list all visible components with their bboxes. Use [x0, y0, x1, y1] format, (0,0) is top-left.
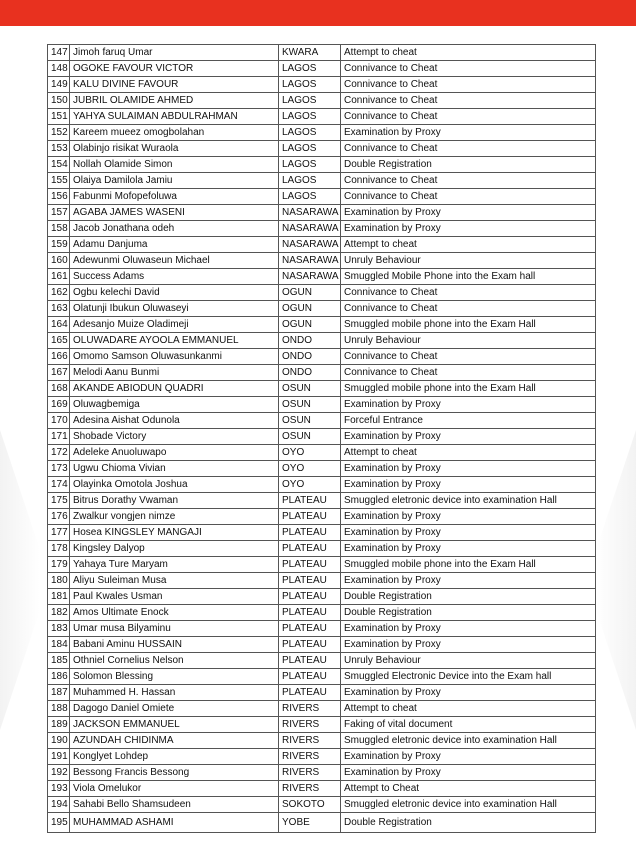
table-row: [48, 109, 596, 125]
state-cell: RIVERS: [279, 765, 341, 781]
state-cell: ONDO: [279, 349, 341, 365]
state-cell: RIVERS: [279, 733, 341, 749]
offence-cell: Smuggled mobile phone into the Exam Hall: [341, 317, 596, 333]
decorative-shape-right: [596, 430, 636, 730]
serial-number-cell: 185: [48, 653, 70, 669]
offence-cell: Connivance to Cheat: [341, 109, 596, 125]
serial-number-cell: 178: [48, 541, 70, 557]
offence-cell: Examination by Proxy: [341, 461, 596, 477]
table-row: [48, 365, 596, 381]
table-row: [48, 621, 596, 637]
candidate-name-cell: Babani Aminu HUSSAIN: [70, 637, 279, 653]
table-row: [48, 349, 596, 365]
candidate-name-cell: OGOKE FAVOUR VICTOR: [70, 61, 279, 77]
serial-number-cell: 192: [48, 765, 70, 781]
serial-number-cell: 173: [48, 461, 70, 477]
serial-number-cell: 147: [48, 45, 70, 61]
serial-number-cell: 187: [48, 685, 70, 701]
state-cell: PLATEAU: [279, 621, 341, 637]
state-cell: YOBE: [279, 813, 341, 833]
serial-number-cell: 182: [48, 605, 70, 621]
state-cell: OYO: [279, 445, 341, 461]
state-cell: PLATEAU: [279, 557, 341, 573]
state-cell: PLATEAU: [279, 653, 341, 669]
offence-cell: Smuggled eletronic device into examination Hall: [341, 797, 596, 813]
offence-cell: Connivance to Cheat: [341, 301, 596, 317]
offence-cell: Smuggled mobile phone into the Exam Hall: [341, 381, 596, 397]
offence-cell: Faking of vital document: [341, 717, 596, 733]
offence-cell: Smuggled eletronic device into examination Hall: [341, 733, 596, 749]
state-cell: ONDO: [279, 365, 341, 381]
serial-number-cell: 162: [48, 285, 70, 301]
table-row: [48, 509, 596, 525]
state-cell: LAGOS: [279, 125, 341, 141]
candidate-name-cell: Solomon Blessing: [70, 669, 279, 685]
offence-cell: Examination by Proxy: [341, 429, 596, 445]
serial-number-cell: 188: [48, 701, 70, 717]
serial-number-cell: 163: [48, 301, 70, 317]
offence-cell: Connivance to Cheat: [341, 141, 596, 157]
state-cell: LAGOS: [279, 141, 341, 157]
table-row: [48, 557, 596, 573]
offence-cell: Examination by Proxy: [341, 541, 596, 557]
serial-number-cell: 181: [48, 589, 70, 605]
offence-cell: Examination by Proxy: [341, 525, 596, 541]
candidate-name-cell: Jimoh faruq Umar: [70, 45, 279, 61]
offence-cell: Connivance to Cheat: [341, 93, 596, 109]
offence-cell: Unruly Behaviour: [341, 333, 596, 349]
offence-cell: Unruly Behaviour: [341, 253, 596, 269]
serial-number-cell: 149: [48, 77, 70, 93]
state-cell: NASARAWA: [279, 253, 341, 269]
state-cell: OSUN: [279, 429, 341, 445]
state-cell: RIVERS: [279, 749, 341, 765]
candidate-name-cell: JACKSON EMMANUEL: [70, 717, 279, 733]
table-row: [48, 317, 596, 333]
table-row: [48, 413, 596, 429]
table-row: [48, 221, 596, 237]
table-row: [48, 269, 596, 285]
serial-number-cell: 161: [48, 269, 70, 285]
candidate-name-cell: Kareem mueez omogbolahan: [70, 125, 279, 141]
state-cell: PLATEAU: [279, 493, 341, 509]
state-cell: PLATEAU: [279, 637, 341, 653]
offence-cell: Connivance to Cheat: [341, 365, 596, 381]
table-row: [48, 189, 596, 205]
candidate-name-cell: Aliyu Suleiman Musa: [70, 573, 279, 589]
table-row: [48, 653, 596, 669]
table-row: [48, 717, 596, 733]
candidate-name-cell: Adesina Aishat Odunola: [70, 413, 279, 429]
candidate-name-cell: Sahabi Bello Shamsudeen: [70, 797, 279, 813]
offence-cell: Examination by Proxy: [341, 621, 596, 637]
serial-number-cell: 154: [48, 157, 70, 173]
candidate-name-cell: Paul Kwales Usman: [70, 589, 279, 605]
candidate-name-cell: Melodi Aanu Bunmi: [70, 365, 279, 381]
offence-cell: Connivance to Cheat: [341, 285, 596, 301]
offence-cell: Attempt to cheat: [341, 445, 596, 461]
offence-cell: Smuggled Electronic Device into the Exam hall: [341, 669, 596, 685]
state-cell: NASARAWA: [279, 237, 341, 253]
serial-number-cell: 179: [48, 557, 70, 573]
candidate-name-cell: Amos Ultimate Enock: [70, 605, 279, 621]
state-cell: PLATEAU: [279, 509, 341, 525]
table-row: [48, 669, 596, 685]
state-cell: KWARA: [279, 45, 341, 61]
serial-number-cell: 189: [48, 717, 70, 733]
candidate-name-cell: Nollah Olamide Simon: [70, 157, 279, 173]
candidate-name-cell: Othniel Cornelius Nelson: [70, 653, 279, 669]
candidate-name-cell: Ugwu Chioma Vivian: [70, 461, 279, 477]
candidate-name-cell: YAHYA SULAIMAN ABDULRAHMAN: [70, 109, 279, 125]
candidate-name-cell: Muhammed H. Hassan: [70, 685, 279, 701]
table-row: [48, 701, 596, 717]
candidate-name-cell: Success Adams: [70, 269, 279, 285]
offence-cell: Examination by Proxy: [341, 573, 596, 589]
offence-cell: Double Registration: [341, 605, 596, 621]
state-cell: OGUN: [279, 317, 341, 333]
candidate-name-cell: Oluwagbemiga: [70, 397, 279, 413]
state-cell: OYO: [279, 461, 341, 477]
serial-number-cell: 166: [48, 349, 70, 365]
serial-number-cell: 183: [48, 621, 70, 637]
offence-cell: Examination by Proxy: [341, 205, 596, 221]
table-row: [48, 493, 596, 509]
serial-number-cell: 172: [48, 445, 70, 461]
table-row: [48, 301, 596, 317]
table-row: [48, 461, 596, 477]
offence-cell: Examination by Proxy: [341, 637, 596, 653]
offence-cell: Examination by Proxy: [341, 765, 596, 781]
table-row: [48, 525, 596, 541]
serial-number-cell: 193: [48, 781, 70, 797]
table-row: [48, 589, 596, 605]
state-cell: RIVERS: [279, 701, 341, 717]
serial-number-cell: 164: [48, 317, 70, 333]
candidate-name-cell: JUBRIL OLAMIDE AHMED: [70, 93, 279, 109]
serial-number-cell: 186: [48, 669, 70, 685]
table-body: [48, 45, 596, 833]
offence-cell: Attempt to Cheat: [341, 781, 596, 797]
state-cell: LAGOS: [279, 173, 341, 189]
state-cell: LAGOS: [279, 189, 341, 205]
state-cell: RIVERS: [279, 781, 341, 797]
candidate-name-cell: AZUNDAH CHIDINMA: [70, 733, 279, 749]
offence-cell: Double Registration: [341, 589, 596, 605]
candidate-name-cell: AGABA JAMES WASENI: [70, 205, 279, 221]
offence-cell: Connivance to Cheat: [341, 61, 596, 77]
offence-cell: Examination by Proxy: [341, 397, 596, 413]
serial-number-cell: 174: [48, 477, 70, 493]
offence-cell: Connivance to Cheat: [341, 77, 596, 93]
candidate-name-cell: Adeleke Anuoluwapo: [70, 445, 279, 461]
offence-cell: Examination by Proxy: [341, 477, 596, 493]
candidate-name-cell: Bessong Francis Bessong: [70, 765, 279, 781]
candidate-name-cell: Kingsley Dalyop: [70, 541, 279, 557]
serial-number-cell: 194: [48, 797, 70, 813]
table-row: [48, 253, 596, 269]
serial-number-cell: 155: [48, 173, 70, 189]
serial-number-cell: 157: [48, 205, 70, 221]
candidate-name-cell: Omomo Samson Oluwasunkanmi: [70, 349, 279, 365]
state-cell: NASARAWA: [279, 205, 341, 221]
serial-number-cell: 148: [48, 61, 70, 77]
candidate-name-cell: Umar musa Bilyaminu: [70, 621, 279, 637]
table-row: [48, 141, 596, 157]
offence-cell: Attempt to cheat: [341, 701, 596, 717]
table-row: [48, 797, 596, 813]
candidate-name-cell: Adewunmi Oluwaseun Michael: [70, 253, 279, 269]
decorative-shape-left: [0, 430, 40, 730]
table-row: [48, 173, 596, 189]
serial-number-cell: 159: [48, 237, 70, 253]
table-row: [48, 733, 596, 749]
table-row: [48, 45, 596, 61]
offence-cell: Connivance to Cheat: [341, 189, 596, 205]
candidate-name-cell: Shobade Victory: [70, 429, 279, 445]
offence-cell: Smuggled mobile phone into the Exam Hall: [341, 557, 596, 573]
table-row: [48, 429, 596, 445]
table-row: [48, 813, 596, 833]
table-row: [48, 397, 596, 413]
offence-cell: Examination by Proxy: [341, 749, 596, 765]
table-row: [48, 541, 596, 557]
serial-number-cell: 168: [48, 381, 70, 397]
table-row: [48, 573, 596, 589]
serial-number-cell: 167: [48, 365, 70, 381]
serial-number-cell: 158: [48, 221, 70, 237]
table-row: [48, 61, 596, 77]
serial-number-cell: 175: [48, 493, 70, 509]
state-cell: NASARAWA: [279, 269, 341, 285]
table-row: [48, 333, 596, 349]
serial-number-cell: 156: [48, 189, 70, 205]
serial-number-cell: 170: [48, 413, 70, 429]
state-cell: LAGOS: [279, 77, 341, 93]
table-row: [48, 285, 596, 301]
state-cell: PLATEAU: [279, 541, 341, 557]
table-row: [48, 781, 596, 797]
serial-number-cell: 152: [48, 125, 70, 141]
offence-cell: Attempt to cheat: [341, 45, 596, 61]
state-cell: OSUN: [279, 413, 341, 429]
candidate-name-cell: Ogbu kelechi David: [70, 285, 279, 301]
table-row: [48, 445, 596, 461]
table-row: [48, 765, 596, 781]
candidate-name-cell: Dagogo Daniel Omiete: [70, 701, 279, 717]
offence-cell: Examination by Proxy: [341, 125, 596, 141]
table-row: [48, 157, 596, 173]
candidate-name-cell: Adesanjo Muize Oladimeji: [70, 317, 279, 333]
serial-number-cell: 153: [48, 141, 70, 157]
serial-number-cell: 151: [48, 109, 70, 125]
state-cell: LAGOS: [279, 157, 341, 173]
offence-cell: Smuggled eletronic device into examination Hall: [341, 493, 596, 509]
candidate-name-cell: Olaiya Damilola Jamiu: [70, 173, 279, 189]
table-row: [48, 637, 596, 653]
table-row: [48, 749, 596, 765]
offence-cell: Unruly Behaviour: [341, 653, 596, 669]
state-cell: PLATEAU: [279, 525, 341, 541]
state-cell: LAGOS: [279, 93, 341, 109]
state-cell: LAGOS: [279, 109, 341, 125]
state-cell: OSUN: [279, 381, 341, 397]
table-row: [48, 93, 596, 109]
state-cell: OGUN: [279, 285, 341, 301]
state-cell: PLATEAU: [279, 605, 341, 621]
state-cell: OYO: [279, 477, 341, 493]
state-cell: OSUN: [279, 397, 341, 413]
offence-cell: Connivance to Cheat: [341, 173, 596, 189]
offence-cell: Double Registration: [341, 157, 596, 173]
table-row: [48, 685, 596, 701]
serial-number-cell: 171: [48, 429, 70, 445]
table-row: [48, 477, 596, 493]
candidate-name-cell: Adamu Danjuma: [70, 237, 279, 253]
table-row: [48, 125, 596, 141]
candidate-name-cell: Hosea KINGSLEY MANGAJI: [70, 525, 279, 541]
serial-number-cell: 169: [48, 397, 70, 413]
offence-cell: Connivance to Cheat: [341, 349, 596, 365]
serial-number-cell: 180: [48, 573, 70, 589]
state-cell: PLATEAU: [279, 589, 341, 605]
offence-cell: Double Registration: [341, 813, 596, 833]
offence-cell: Examination by Proxy: [341, 221, 596, 237]
candidate-name-cell: MUHAMMAD ASHAMI: [70, 813, 279, 833]
candidate-name-cell: Yahaya Ture Maryam: [70, 557, 279, 573]
table-row: [48, 205, 596, 221]
serial-number-cell: 184: [48, 637, 70, 653]
state-cell: ONDO: [279, 333, 341, 349]
state-cell: SOKOTO: [279, 797, 341, 813]
serial-number-cell: 160: [48, 253, 70, 269]
table-row: [48, 381, 596, 397]
candidate-name-cell: Zwalkur vongjen nimze: [70, 509, 279, 525]
header-bar: [0, 0, 636, 26]
offenders-table: [47, 44, 596, 833]
candidate-name-cell: Olabinjo risikat Wuraola: [70, 141, 279, 157]
table-row: [48, 605, 596, 621]
offence-cell: Examination by Proxy: [341, 685, 596, 701]
offence-cell: Forceful Entrance: [341, 413, 596, 429]
candidate-name-cell: Fabunmi Mofopefoluwa: [70, 189, 279, 205]
serial-number-cell: 195: [48, 813, 70, 833]
offence-cell: Smuggled Mobile Phone into the Exam hall: [341, 269, 596, 285]
serial-number-cell: 190: [48, 733, 70, 749]
candidate-name-cell: Olatunji Ibukun Oluwaseyi: [70, 301, 279, 317]
serial-number-cell: 177: [48, 525, 70, 541]
candidate-name-cell: Bitrus Dorathy Vwaman: [70, 493, 279, 509]
candidate-name-cell: AKANDE ABIODUN QUADRI: [70, 381, 279, 397]
serial-number-cell: 191: [48, 749, 70, 765]
table-row: [48, 77, 596, 93]
serial-number-cell: 165: [48, 333, 70, 349]
offence-cell: Examination by Proxy: [341, 509, 596, 525]
candidate-name-cell: KALU DIVINE FAVOUR: [70, 77, 279, 93]
serial-number-cell: 150: [48, 93, 70, 109]
state-cell: OGUN: [279, 301, 341, 317]
candidate-name-cell: Olayinka Omotola Joshua: [70, 477, 279, 493]
candidate-name-cell: Konglyet Lohdep: [70, 749, 279, 765]
state-cell: PLATEAU: [279, 669, 341, 685]
candidate-name-cell: OLUWADARE AYOOLA EMMANUEL: [70, 333, 279, 349]
candidate-name-cell: Viola Omelukor: [70, 781, 279, 797]
table-row: [48, 237, 596, 253]
candidate-name-cell: Jacob Jonathana odeh: [70, 221, 279, 237]
offence-cell: Attempt to cheat: [341, 237, 596, 253]
state-cell: PLATEAU: [279, 685, 341, 701]
state-cell: LAGOS: [279, 61, 341, 77]
state-cell: NASARAWA: [279, 221, 341, 237]
serial-number-cell: 176: [48, 509, 70, 525]
state-cell: RIVERS: [279, 717, 341, 733]
state-cell: PLATEAU: [279, 573, 341, 589]
